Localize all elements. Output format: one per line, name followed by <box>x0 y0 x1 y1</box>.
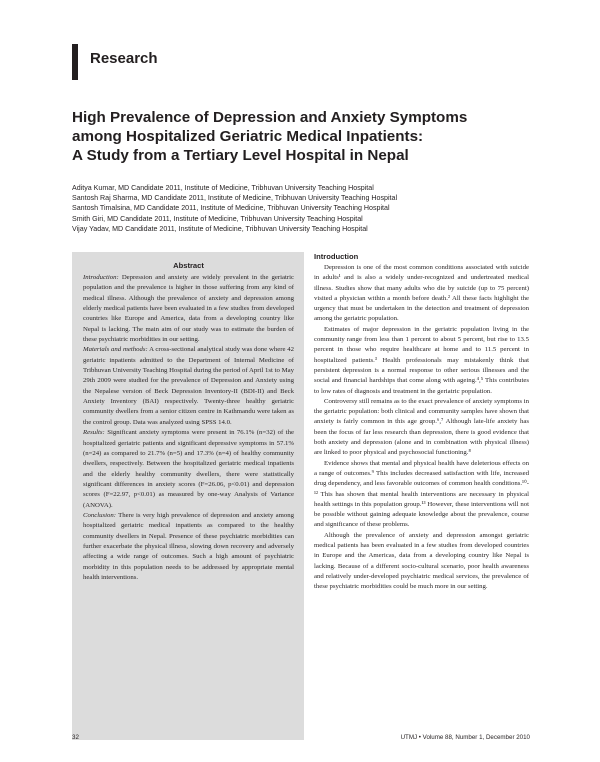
abstract-label: Results: <box>83 429 105 437</box>
author-line: Vijay Yadav, MD Candidate 2011, Institute of Medicine, Tribhuvan University Teaching Hospital <box>72 224 368 233</box>
abstract-paragraph-methods <box>83 345 294 428</box>
abstract-heading: Abstract <box>173 261 204 270</box>
author-list <box>72 183 542 234</box>
journal-citation: UTMJ • Volume 88, Number 1, December 2010 <box>400 734 530 741</box>
abstract-paragraph-introduction <box>83 273 294 345</box>
introduction-heading: Introduction <box>314 252 359 261</box>
page-number: 32 <box>72 734 79 741</box>
author-line: Santosh Raj Sharma, MD Candidate 2011, Institute of Medicine, Tribhuvan University Teaching Hospital <box>72 194 398 203</box>
abstract-paragraph-conclusion <box>83 511 294 583</box>
abstract-text: Significant anxiety symptoms were present in 76.1% (n=32) of the hospitalized geriatric patients and significant depressive symptoms in 57.1% (n=24) as compared to 21.7% (n=5) and 17.3% (n=4) of healthy community dwellers, respectively. Between the hospitalized geriatric medical inpatients and the elderly healthy community dwellers, there were statistically significant differences in anxiety scores (F=26.06, p<0.01) and depression scores (F=22.97, p<0.01) as measured by one-way Analysis of Variance (ANOVA). <box>83 429 294 509</box>
title-line: among Hospitalized Geriatric Medical Inpatients: <box>72 128 424 145</box>
introduction-section <box>314 252 529 593</box>
abstract-label: Materials and methods: <box>83 346 148 354</box>
abstract-text: Depression and anxiety are widely prevalent in the geriatric population and the prevalence is higher in those suffering from any kind of medical illness. Although the prevalence of anxiety and depression among elderly medical patients have been evaluated in a few studies from developed countries like Europe and America, data from a developing country like Nepal is lacking. The main aim of our study was to estimate the burden of these psychiatric morbidities in our setting. <box>83 274 294 344</box>
title-line: High Prevalence of Depression and Anxiety Symptoms <box>72 109 468 126</box>
article-title <box>72 108 542 165</box>
body-paragraph: Controversy still remains as to the exact prevalence of anxiety symptoms in the geriatric population: both clinical and community samples have shown that anxiety is fairly common in this age group.⁶,⁷ Although late-life anxiety has been the focus of far less research than depression, there is good evidence that both anxiety and depression (alone and in combination with physical illness) are linked to poor physical and psychosocial functioning.⁸ <box>314 397 529 457</box>
abstract-paragraph-results <box>83 428 294 511</box>
abstract-text: There is very high prevalence of depression and anxiety among hospitalized geriatric medical inpatients as compared to the healthy community dwellers in Nepal. Presence of these psychiatric morbidities can further exacerbate the physical illness, slowing down recovery and adversely affecting a wide range of outcomes. Such a high amount of psychiatric morbidity in this population needs to be addressed by appropriate mental health interventions. <box>83 511 294 581</box>
abstract-label: Introduction: <box>83 274 119 281</box>
body-paragraph: Although the prevalence of anxiety and depression amongst geriatric medical patients has been evaluated in a few studies from developed countries in Europe and the Americas, data from a developing country like Nepal is lacking. Because of a different socio-cultural scenario, poor health awareness and relatively under-developed psychiatric medical services, the prevalence of these psychiatric morbidities could be much more in our setting. <box>314 531 529 591</box>
abstract-label: Conclusion: <box>83 511 116 519</box>
section-marker-bar <box>72 44 78 80</box>
author-line: Aditya Kumar, MD Candidate 2011, Institute of Medicine, Tribhuvan University Teaching Hospital <box>72 184 374 192</box>
body-paragraph: Estimates of major depression in the geriatric population living in the community range from less than 1 percent to about 5 percent, but rise to 13.5 percent in those who require healthcare at home and to 11.5 percent in hospitalized patients.³ Health professionals may mistakenly think that persistent depression is a normal response to other serious illnesses and the social and financial hardships that come along with ageing.⁴,⁵ This contributes to low rates of diagnosis and treatment in the geriatric population. <box>314 325 529 395</box>
abstract-text: A cross-sectional analytical study was done where 42 geriatric inpatients admitted to the Department of Internal Medicine of Tribhuvan University Teaching Hospital during the period of April 1st to May 29th 2009 were studied for the prevalence of Depression and Anxiety using the Nepalese version of Beck Depression Inventory-II (BDI-II) and Beck Anxiety Inventory (BAI) respectively. Twenty-three healthy geriatric community dwellers from a senior citizen centre in Kathmandu were taken as the control group. Data was analyzed using SPSS 14.0. <box>83 346 294 426</box>
section-label: Research <box>90 50 158 67</box>
abstract-box <box>72 252 304 740</box>
author-line: Smith Giri, MD Candidate 2011, Institute of Medicine, Tribhuvan University Teaching Hospital <box>72 214 363 223</box>
body-paragraph: Evidence shows that mental and physical health have deleterious effects on a range of outcomes.⁹ This includes decreased satisfaction with life, increased drug dependency, and less favorable outcomes of common health conditions.¹⁰-¹² This has shown that mental health interventions are necessary in physical health settings in this population group.¹³ However, these interventions will not be possible without gaining adequate knowledge about the prevalence, course and significance of these problems. <box>314 459 529 529</box>
author-line: Santosh Timalsina, MD Candidate 2011, Institute of Medicine, Tribhuvan University Teaching Hospital <box>72 204 390 213</box>
body-paragraph: Depression is one of the most common conditions associated with suicide in adults¹ and is also a widely under-recognized and undertreated medical illness. Studies show that many adults who die by suicide (up to 75 percent) visited a physician within a month before death.² All these facts highlight the urgency that must be undertaken in the detection and treatment of depression among the geriatric population. <box>314 264 529 323</box>
title-line: A Study from a Tertiary Level Hospital in Nepal <box>72 147 409 164</box>
